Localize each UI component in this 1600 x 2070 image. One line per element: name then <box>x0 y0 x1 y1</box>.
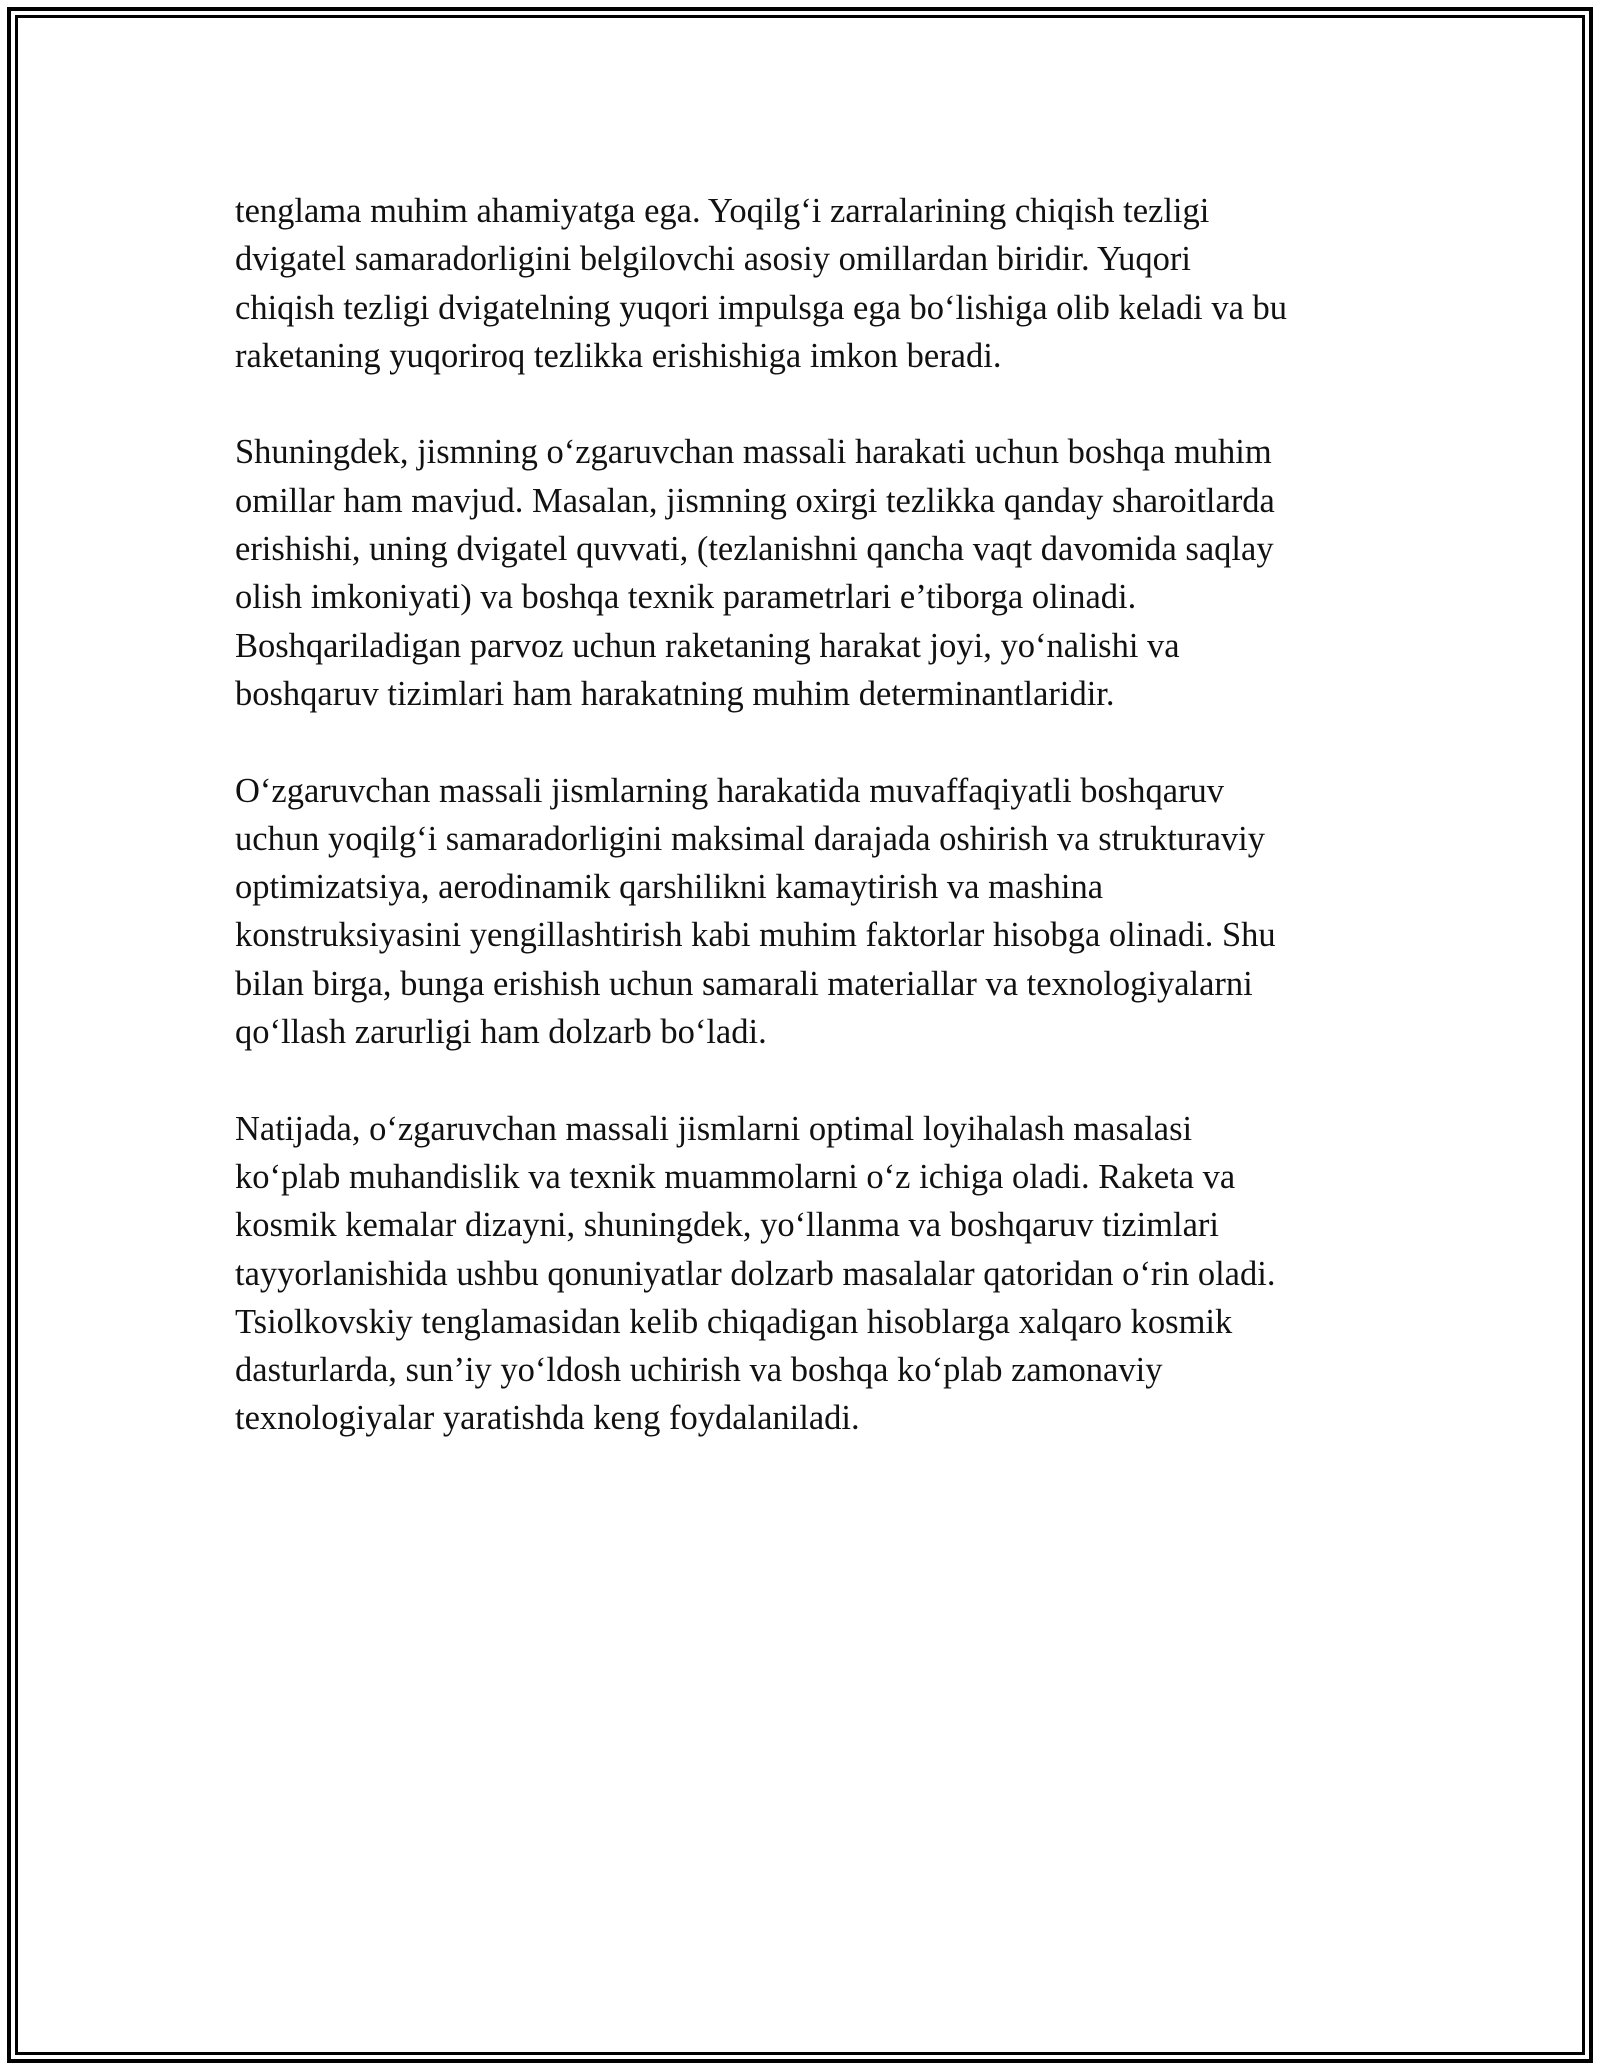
text-line: olish imkoniyati) va boshqa texnik parametrlari e’tiborga olinadi. <box>235 578 1137 617</box>
text-line: Shuningdek, jismning o‘zgaruvchan massali harakati uchun boshqa muhim <box>235 433 1272 472</box>
text-line: raketaning yuqoriroq tezlikka erishishiga imkon beradi. <box>235 336 1002 375</box>
text-line: bilan birga, bunga erishish uchun samarali materiallar va texnologiyalarni <box>235 964 1253 1003</box>
text-line: ko‘plab muhandislik va texnik muammolarni o‘z ichiga oladi. Raketa va <box>235 1157 1236 1196</box>
paragraph-1 <box>235 187 1370 380</box>
paragraph-4 <box>235 1105 1370 1443</box>
paragraph-3 <box>235 767 1370 1057</box>
paragraph-2 <box>235 428 1370 718</box>
text-line: dvigatel samaradorligini belgilovchi asosiy omillardan biridir. Yuqori <box>235 240 1191 279</box>
text-line: konstruksiyasini yengillashtirish kabi muhim faktorlar hisobga olinadi. Shu <box>235 916 1276 955</box>
text-line: boshqaruv tizimlari ham harakatning muhim determinantlaridir. <box>235 674 1115 713</box>
text-line: tayyorlanishida ushbu qonuniyatlar dolzarb masalalar qatoridan o‘rin oladi. <box>235 1254 1276 1293</box>
text-line: qo‘llash zarurligi ham dolzarb bo‘ladi. <box>235 1013 767 1052</box>
text-line: chiqish tezligi dvigatelning yuqori impulsga ega bo‘lishiga olib keladi va bu <box>235 288 1288 327</box>
text-line: O‘zgaruvchan massali jismlarning harakatida muvaffaqiyatli boshqaruv <box>235 771 1225 810</box>
text-line: kosmik kemalar dizayni, shuningdek, yo‘llanma va boshqaruv tizimlari <box>235 1206 1219 1245</box>
text-line: optimizatsiya, aerodinamik qarshilikni kamaytirish va mashina <box>235 868 1104 907</box>
text-line: omillar ham mavjud. Masalan, jismning oxirgi tezlikka qanday sharoitlarda <box>235 481 1275 520</box>
text-line: tenglama muhim ahamiyatga ega. Yoqilg‘i zarralarining chiqish tezligi <box>235 192 1210 230</box>
text-line: dasturlarda, sun’iy yo‘ldosh uchirish va boshqa ko‘plab zamonaviy <box>235 1351 1163 1390</box>
text-line: texnologiyalar yaratishda keng foydalaniladi. <box>235 1399 860 1438</box>
text-line: Tsiolkovskiy tenglamasidan kelib chiqadigan hisoblarga xalqaro kosmik <box>235 1302 1233 1341</box>
text-line: uchun yoqilg‘i samaradorligini maksimal darajada oshirish va strukturaviy <box>235 819 1265 858</box>
text-line: Natijada, o‘zgaruvchan massali jismlarni optimal loyihalash masalasi <box>235 1109 1193 1148</box>
text-line: erishishi, uning dvigatel quvvati, (tezlanishni qancha vaqt davomida saqlay <box>235 530 1274 569</box>
text-line: Boshqariladigan parvoz uchun raketaning harakat joyi, yo‘nalishi va <box>235 626 1180 665</box>
document-body <box>235 187 1370 1491</box>
